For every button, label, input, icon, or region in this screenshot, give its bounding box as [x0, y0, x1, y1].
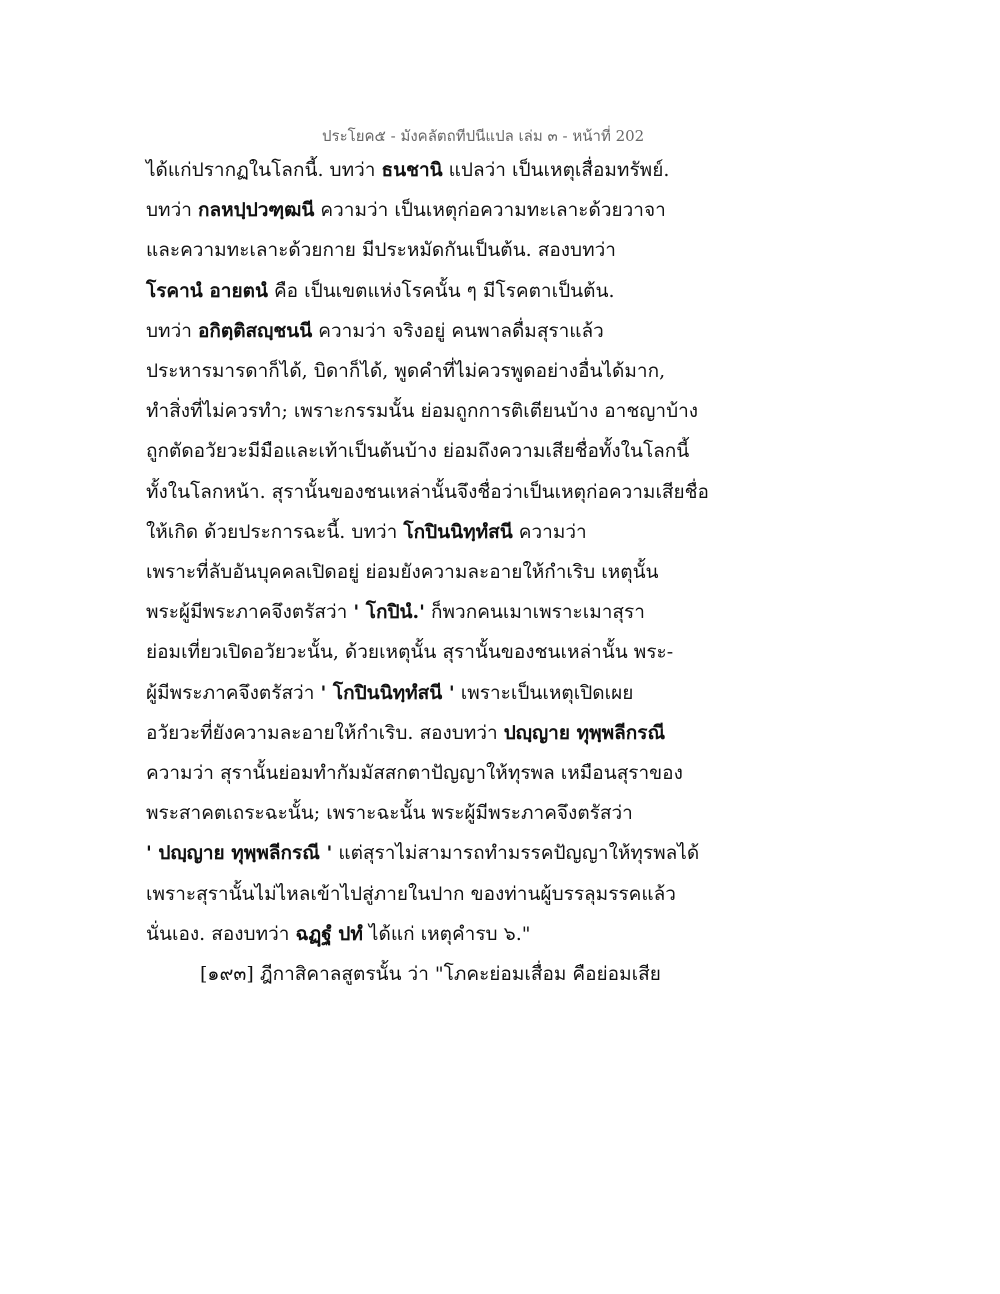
- text-segment: ความว่า เป็นเหตุก่อความทะเลาะด้วยวาจา: [314, 199, 666, 222]
- text-line: [146, 158, 669, 182]
- text-segment: นั่นเอง. สองบทว่า: [146, 922, 296, 945]
- bold-term: ปญฺญาย ทุพฺพลีกรณี: [503, 721, 666, 744]
- text-segment: ทำสิ่งที่ไม่ควรทำ; เพราะกรรมนั้น ย่อมถูกการติเตียนบ้าง อาชญาบ้าง: [146, 400, 699, 423]
- text-line: [146, 319, 604, 343]
- text-segment: อวัยวะที่ยังความละอายให้กำเริบ. สองบทว่า: [146, 721, 504, 744]
- text-segment: ความว่า จริงอยู่ คนพาลดื่มสุราแล้ว: [312, 319, 604, 342]
- text-line: [146, 640, 673, 664]
- text-segment: แปลว่า เป็นเหตุเสื่อมทรัพย์.: [442, 159, 670, 181]
- text-segment: ผู้มีพระภาคจึงตรัสว่า: [146, 681, 321, 704]
- text-segment: ได้แก่ปรากฏในโลกนี้. บทว่า: [146, 159, 382, 181]
- text-line: [146, 882, 676, 906]
- text-segment: เพราะสุรานั้นไม่ไหลเข้าไปสู่ภายในปาก ของท่านผู้บรรลุมรรคแล้ว: [146, 882, 676, 905]
- text-line: [146, 238, 616, 262]
- text-segment: พระสาคตเถระฉะนั้น; เพราะฉะนั้น พระผู้มีพระภาคจึงตรัสว่า: [146, 802, 633, 825]
- text-line: [146, 721, 665, 745]
- text-line: [146, 922, 531, 946]
- bold-term: ธนชานิ: [381, 159, 443, 181]
- text-segment: แต่สุราไม่สามารถทำมรรคปัญญาให้ทุรพลได้: [332, 842, 700, 865]
- text-line: [146, 600, 645, 624]
- text-segment: ก็พวกคนเมาเพราะเมาสุรา: [424, 601, 645, 624]
- text-segment: คือ เป็นเขตแห่งโรคนั้น ๆ มีโรคตาเป็นต้น.: [267, 279, 615, 302]
- bold-term: โกปินนิทฺทํสนี: [403, 520, 513, 543]
- text-line: [146, 560, 659, 584]
- text-line: [146, 801, 633, 825]
- text-segment: และความทะเลาะด้วยกาย มีประหมัดกันเป็นต้น. สองบทว่า: [146, 239, 616, 262]
- text-segment: [๑๙๓] ฎีกาสิคาลสูตรนั้น ว่า "โภคะย่อมเสื่อม คือย่อมเสีย: [200, 963, 661, 985]
- bold-term: กลหปฺปวฑฺฒนี: [197, 199, 315, 222]
- text-line: [146, 480, 709, 504]
- text-segment: ได้แก่ เหตุคำรบ ๖.": [362, 922, 531, 945]
- text-line: [146, 761, 683, 785]
- text-segment: พระผู้มีพระภาคจึงตรัสว่า: [146, 601, 354, 624]
- text-line: [146, 279, 615, 303]
- text-segment: ย่อมเที่ยวเปิดอวัยวะนั้น, ด้วยเหตุนั้น สุรานั้นของชนเหล่านั้น พระ-: [146, 641, 674, 664]
- text-segment: ความว่า: [512, 520, 587, 543]
- text-line: [146, 520, 587, 544]
- text-segment: ทั้งในโลกหน้า. สุรานั้นของชนเหล่านั้นจึงชื่อว่าเป็นเหตุก่อความเสียชื่อ: [146, 480, 709, 503]
- text-segment: บทว่า: [146, 319, 198, 342]
- text-line: [146, 841, 699, 865]
- text-segment: เพราะที่ลับอันบุคคลเปิดอยู่ ย่อมยังความละอายให้กำเริบ เหตุนั้น: [146, 561, 659, 583]
- text-segment: บทว่า: [146, 199, 198, 222]
- text-line: [146, 439, 689, 463]
- page-header: ประโยค๕ - มังคลัตถทีปนีแปล เล่ม ๓ - หน้าที่ 202: [322, 127, 645, 145]
- bold-term: ' โกปินํ.': [353, 601, 425, 624]
- text-segment: ประหารมารดาก็ได้, บิดาก็ได้, พูดคำที่ไม่ควรพูดอย่างอื่นได้มาก,: [146, 360, 666, 382]
- text-line: [146, 359, 665, 383]
- text-line: [146, 399, 698, 423]
- text-segment: ถูกตัดอวัยวะมีมือและเท้าเป็นต้นบ้าง ย่อมถึงความเสียชื่อทั้งในโลกนี้: [146, 440, 690, 463]
- bold-term: ' ปญฺญาย ทุพฺพลีกรณี ': [146, 842, 333, 865]
- bold-term: อกิตฺติสญฺชนนี: [197, 319, 313, 342]
- text-line: [200, 962, 661, 986]
- bold-term: โรคานํ อายตนํ: [146, 279, 268, 302]
- text-segment: เพราะเป็นเหตุเปิดเผย: [454, 681, 634, 704]
- bold-term: ฉฏฺฐํ ปทํ: [295, 922, 363, 945]
- bold-term: ' โกปินนิทฺทํสนี ': [320, 681, 455, 704]
- text-segment: ความว่า สุรานั้นย่อมทำกัมมัสสกตาปัญญาให้ทุรพล เหมือนสุราของ: [146, 762, 683, 784]
- text-line: [146, 198, 666, 222]
- text-line: [146, 681, 633, 705]
- text-segment: ให้เกิด ด้วยประการฉะนี้. บทว่า: [146, 520, 404, 543]
